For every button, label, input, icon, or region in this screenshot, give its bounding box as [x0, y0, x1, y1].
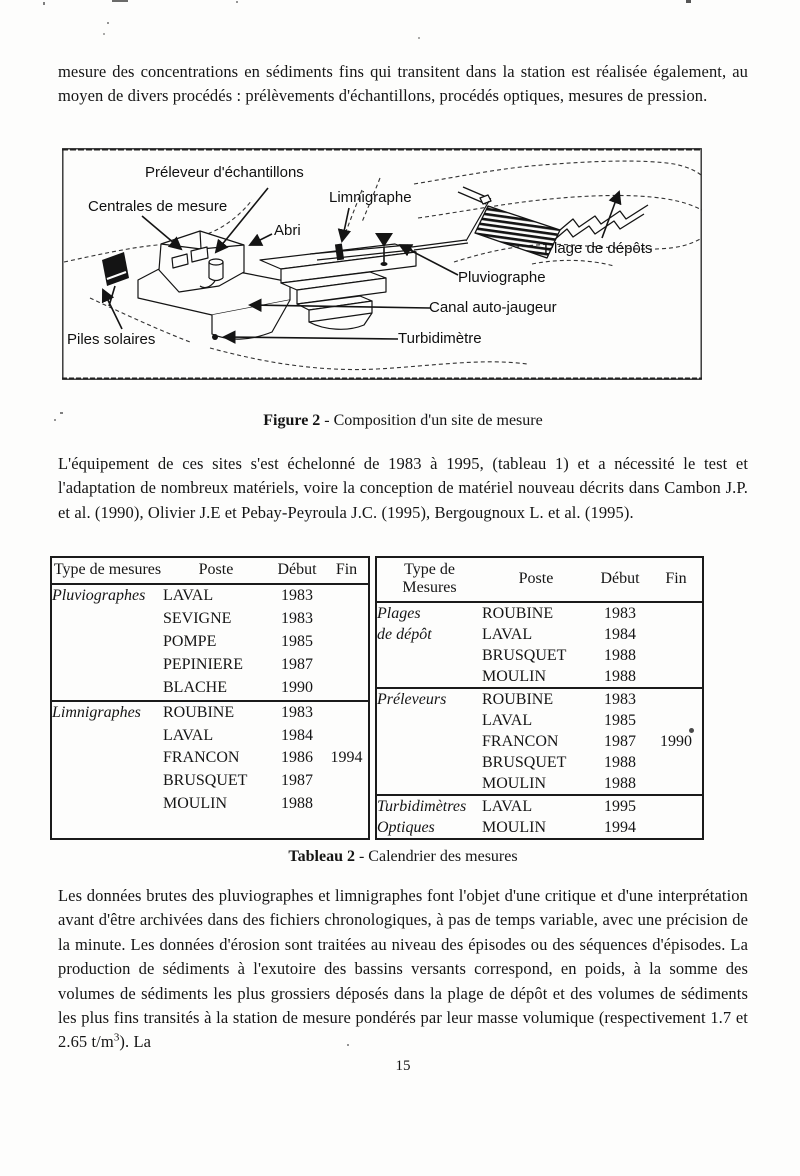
col-header-fin: Fin [665, 570, 687, 587]
paragraph-text: ). La [119, 1032, 152, 1052]
scan-artifact [686, 0, 691, 3]
poste-cell: LAVAL [163, 587, 214, 604]
table-caption [58, 848, 748, 866]
table-caption-number: Tableau 2 [288, 848, 355, 865]
table-row [51, 631, 369, 654]
debut-cell: 1984 [281, 726, 313, 744]
fin-cell [325, 584, 369, 608]
fin-cell [650, 624, 703, 645]
scan-artifact [107, 22, 109, 24]
debut-cell: 1983 [281, 609, 313, 627]
debut-cell: 1988 [604, 668, 636, 685]
table-caption-text: - Calendrier des mesures [354, 848, 518, 865]
poste-cell: BLACHE [163, 678, 227, 696]
fin-cell [650, 773, 703, 795]
fin-cell [325, 654, 369, 677]
debut-cell: 1984 [604, 626, 636, 643]
col-header-type: Type de Mesures [402, 561, 457, 596]
table-row [376, 731, 703, 752]
debut-cell: 1988 [281, 795, 313, 813]
figure-label-plage: Plage de dépôts [544, 240, 653, 257]
poste-cell: BRUSQUET [482, 647, 567, 664]
type-cell [51, 677, 163, 701]
type-cell: Plages [377, 605, 421, 622]
fin-cell [650, 752, 703, 773]
debut-cell: 1983 [281, 703, 313, 721]
table-row [51, 584, 369, 608]
col-header-poste: Poste [518, 570, 554, 587]
type-cell [51, 747, 163, 770]
type-cell: Limnigraphes [52, 703, 141, 721]
poste-cell: ROUBINE [163, 703, 235, 721]
poste-cell: FRANCON [482, 733, 559, 750]
debut-cell: 1990 [281, 678, 313, 696]
debut-cell: 1983 [604, 691, 636, 708]
table-row [51, 725, 369, 748]
debut-cell: 1988 [604, 775, 636, 792]
poste-cell: BRUSQUET [482, 754, 567, 771]
type-cell: Optiques [377, 819, 435, 836]
debut-cell: 1985 [604, 712, 636, 729]
table-row [376, 752, 703, 773]
table-row [376, 602, 703, 624]
figure-label-abri: Abri [274, 222, 301, 239]
fin-cell [325, 608, 369, 631]
poste-cell: PEPINIERE [163, 655, 243, 673]
debut-cell: 1995 [604, 798, 636, 815]
fin-cell [325, 631, 369, 654]
fin-cell [325, 793, 369, 816]
type-cell: de dépôt [377, 626, 432, 643]
table-left [50, 556, 370, 840]
type-cell [376, 710, 482, 731]
table-row [376, 710, 703, 731]
poste-cell: LAVAL [482, 626, 533, 643]
poste-cell: LAVAL [482, 712, 533, 729]
type-cell [51, 770, 163, 793]
type-cell [376, 645, 482, 666]
type-cell [376, 666, 482, 688]
table-row [51, 793, 369, 816]
figure-label-turbidimetre: Turbidimètre [398, 330, 482, 347]
fin-cell [650, 645, 703, 666]
table-row [51, 747, 369, 770]
type-cell [376, 731, 482, 752]
paragraph-data-processing [58, 884, 748, 1055]
table-row [376, 645, 703, 666]
type-cell [51, 793, 163, 816]
poste-cell: LAVAL [482, 798, 533, 815]
fin-cell: 1994 [330, 749, 363, 767]
scan-artifact [54, 419, 56, 421]
figure-label-piles: Piles solaires [67, 331, 156, 348]
debut-cell: 1988 [604, 647, 636, 664]
table-header-row [51, 557, 369, 584]
debut-cell: 1983 [281, 587, 313, 604]
scan-artifact [236, 1, 238, 3]
table-row [376, 817, 703, 839]
table-2-calendrier [50, 556, 704, 840]
col-header-debut: Début [600, 570, 640, 587]
col-header-fin: Fin [335, 561, 358, 578]
col-header-type: Type de mesures [53, 561, 162, 578]
figure-label-centrales: Centrales de mesure [88, 198, 228, 215]
fin-cell [650, 795, 703, 817]
type-cell [51, 654, 163, 677]
site-diagram-sketch [62, 148, 702, 380]
type-cell [376, 752, 482, 773]
table-row [51, 608, 369, 631]
figure-label-canal: Canal auto-jaugeur [429, 299, 557, 316]
fin-cell [650, 710, 703, 731]
type-cell [51, 725, 163, 748]
scan-artifact [418, 37, 420, 39]
debut-cell: 1983 [604, 605, 636, 622]
poste-cell: ROUBINE [482, 691, 554, 708]
type-cell [51, 631, 163, 654]
type-cell [376, 773, 482, 795]
col-header-poste: Poste [198, 561, 234, 578]
type-cell: Turbidimètres [377, 798, 467, 815]
figure-caption [58, 412, 748, 430]
poste-cell: MOULIN [482, 775, 546, 792]
superscript-3: 3 [113, 1031, 120, 1044]
table-row [51, 701, 369, 725]
type-cell: Pluviographes [52, 587, 146, 604]
poste-cell: SEVIGNE [163, 609, 232, 627]
poste-cell: MOULIN [163, 795, 227, 813]
poste-cell: MOULIN [482, 819, 546, 836]
paragraph-text: Les données brutes des pluviographes et limnigraphes font l'objet d'une critique et d'une interprétation avant d'être archivées dans des fichiers chronologiques, à pas de temps variable, avec une précision de la minute. Les données d'érosion sont traitées au niveau des épisodes ou des séquences d'épisodes. La production de sédiments à l'exutoire des bassins versants correspond, en poids, à la somme des volumes de sédiments les plus grossiers déposés dans la plage de dépôt et des volumes de sédiments les plus fins transités à la station de mesure pondérés par leur masse volumique (respectivement 1.7 et 2.65 t/m [58, 886, 748, 1052]
table-row [376, 688, 703, 710]
debut-cell: 1988 [604, 754, 636, 771]
figure-caption-text: - Composition d'un site de mesure [320, 412, 543, 429]
table-row [376, 666, 703, 688]
fin-cell [650, 602, 703, 624]
table-right [375, 556, 704, 840]
debut-cell: 1987 [604, 733, 636, 750]
debut-cell: 1985 [281, 632, 313, 650]
table-spacer-row [51, 816, 369, 839]
debut-cell: 1987 [281, 655, 313, 673]
fin-cell [650, 688, 703, 710]
poste-cell: MOULIN [482, 668, 546, 685]
figure-2-site-diagram [62, 148, 702, 380]
fin-cell [325, 701, 369, 725]
poste-cell: FRANCON [163, 749, 240, 767]
figure-label-pluviographe: Pluviographe [458, 269, 546, 286]
paragraph-intro: mesure des concentrations en sédiments fins qui transitent dans la station est réalisée également, au moyen de divers procédés : prélèvements d'échantillons, procédés optiques, mesures de pression. [58, 62, 748, 106]
figure-caption-number: Figure 2 [263, 412, 321, 429]
poste-cell: BRUSQUET [163, 772, 248, 790]
debut-cell: 1986 [281, 749, 313, 767]
fin-cell [650, 817, 703, 839]
table-row [376, 773, 703, 795]
type-cell: Préleveurs [377, 691, 447, 708]
table-row [376, 624, 703, 645]
debut-cell: 1994 [604, 819, 636, 836]
fin-cell [650, 666, 703, 688]
poste-cell: LAVAL [163, 726, 214, 744]
fin-cell [325, 725, 369, 748]
page-number: 15 [395, 1058, 411, 1074]
table-header-row [376, 557, 703, 602]
table-row [51, 654, 369, 677]
table-row [51, 677, 369, 701]
spacer-cell [51, 816, 369, 839]
fin-cell: 1990 [660, 733, 692, 750]
scan-artifact [112, 0, 128, 2]
figure-label-limnigraphe: Limnigraphe [329, 189, 412, 206]
table-row [376, 795, 703, 817]
poste-cell: ROUBINE [482, 605, 554, 622]
debut-cell: 1987 [281, 772, 313, 790]
poste-cell: POMPE [163, 632, 217, 650]
fin-cell [325, 770, 369, 793]
table-row [51, 770, 369, 793]
fin-cell [325, 677, 369, 701]
paragraph-equipment: L'équipement de ces sites s'est échelonné de 1983 à 1995, (tableau 1) et a nécessité le test et l'adaptation de nombreux matériels, voire la conception de matériel nouveau décrits dans Cambon J.P. et al. (1990), Olivier J.E et Pebay-Peyroula J.C. (1995), Bergougnoux L. et al. (1995). [58, 454, 748, 522]
scan-artifact [103, 33, 105, 35]
scan-artifact [43, 2, 45, 5]
figure-label-preleveur: Préleveur d'échantillons [145, 164, 304, 181]
turbidimetre-device [212, 334, 218, 340]
type-cell [51, 608, 163, 631]
col-header-debut: Début [277, 561, 317, 578]
